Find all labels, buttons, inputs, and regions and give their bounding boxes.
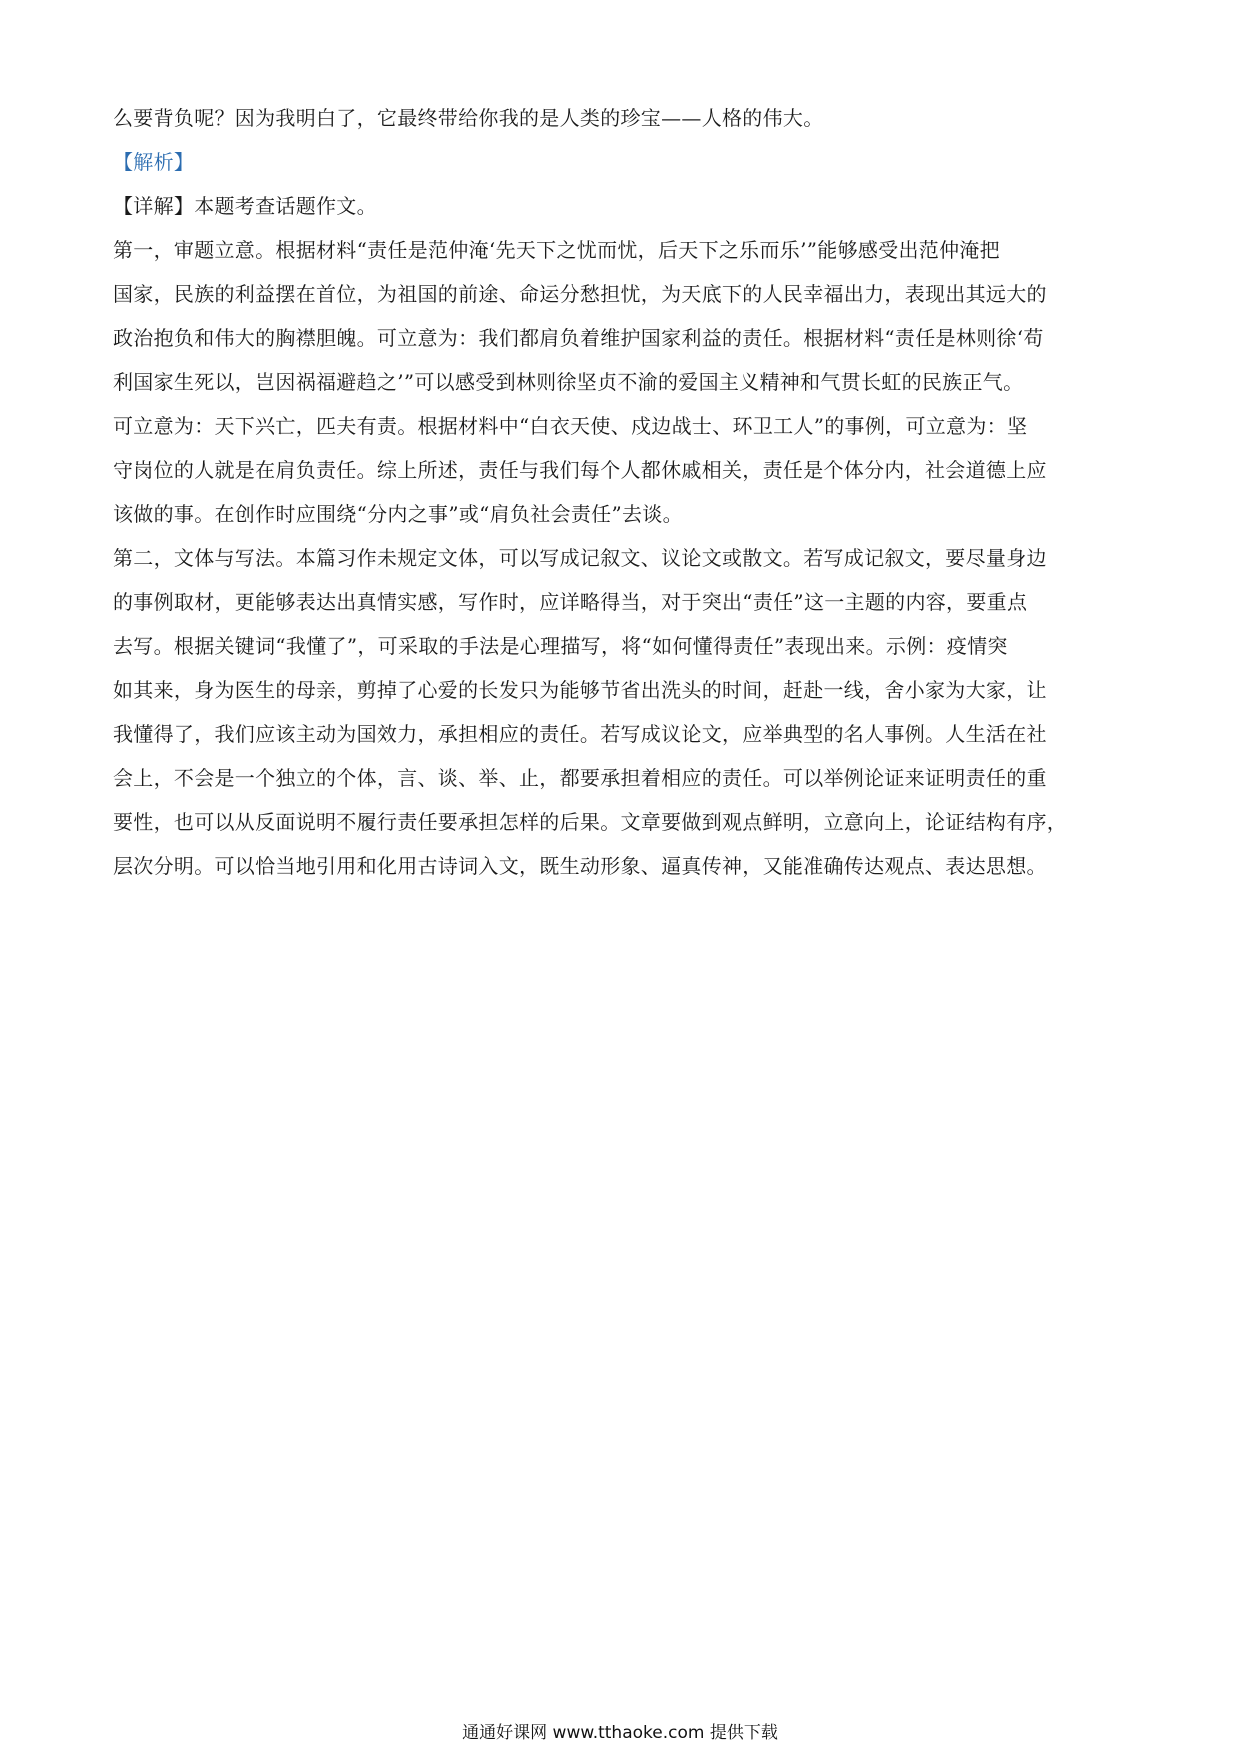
paragraph-line-closing: 么要背负呢？因为我明白了，它最终带给你我的是人类的珍宝——人格的伟大。	[113, 106, 824, 130]
paragraph-line: 如其来，身为医生的母亲，剪掉了心爱的长发只为能够节省出洗头的时间，赶赴一线，舍小家为大家，让	[113, 678, 1047, 702]
paragraph-line: 去写。根据关键词“我懂了”，可采取的手法是心理描写，将“如何懂得责任”表现出来。示例：疫情突	[113, 634, 1008, 658]
analysis-label: 【解析】	[113, 150, 195, 174]
paragraph-line: 会上，不会是一个独立的个体，言、谈、举、止，都要承担着相应的责任。可以举例论证来证明责任的重	[113, 766, 1047, 790]
paragraph-line: 守岗位的人就是在肩负责任。综上所述，责任与我们每个人都休戚相关，责任是个体分内，社会道德上应	[113, 458, 1047, 482]
paragraph-line: 我懂得了，我们应该主动为国效力，承担相应的责任。若写成议论文，应举典型的名人事例。人生活在社	[113, 722, 1047, 746]
paragraph-line: 可立意为：天下兴亡，匹夫有责。根据材料中“白衣天使、戍边战士、环卫工人”的事例，可立意为：坚	[113, 414, 1028, 438]
paragraph-line: 层次分明。可以恰当地引用和化用古诗词入文，既生动形象、逼真传神，又能准确传达观点、表达思想。	[113, 854, 1047, 878]
document-body	[113, 96, 1133, 888]
paragraph-line: 要性，也可以从反面说明不履行责任要承担怎样的后果。文章要做到观点鲜明，立意向上，论证结构有序，	[113, 810, 1068, 834]
paragraph-line: 的事例取材，更能够表达出真情实感，写作时，应详略得当，对于突出“责任”这一主题的内容，要重点	[113, 590, 1028, 614]
paragraph-line: 第二，文体与写法。本篇习作未规定文体，可以写成记叙文、议论文或散文。若写成记叙文，要尽量身边	[113, 546, 1047, 570]
paragraph-line: 第一，审题立意。根据材料“责任是范仲淹‘先天下之忧而忧，后天下之乐而乐’”能够感受出范仲淹把	[113, 238, 1000, 262]
paragraph-line: 政治抱负和伟大的胸襟胆魄。可立意为：我们都肩负着维护国家利益的责任。根据材料“责任是林则徐‘苟	[113, 326, 1044, 350]
detail-heading-line: 【详解】本题考查话题作文。	[113, 194, 377, 218]
paragraph-line: 利国家生死以，岂因祸福避趋之’”可以感受到林则徐坚贞不渝的爱国主义精神和气贯长虹的民族正气。	[113, 370, 1024, 394]
footer-source-text: 通通好课网 www.tthaoke.com 提供下载	[462, 1723, 778, 1743]
paragraph-line: 国家，民族的利益摆在首位，为祖国的前途、命运分愁担忧，为天底下的人民幸福出力，表现出其远大的	[113, 282, 1047, 306]
paragraph-line: 该做的事。在创作时应围绕“分内之事”或“肩负社会责任”去谈。	[113, 502, 683, 526]
